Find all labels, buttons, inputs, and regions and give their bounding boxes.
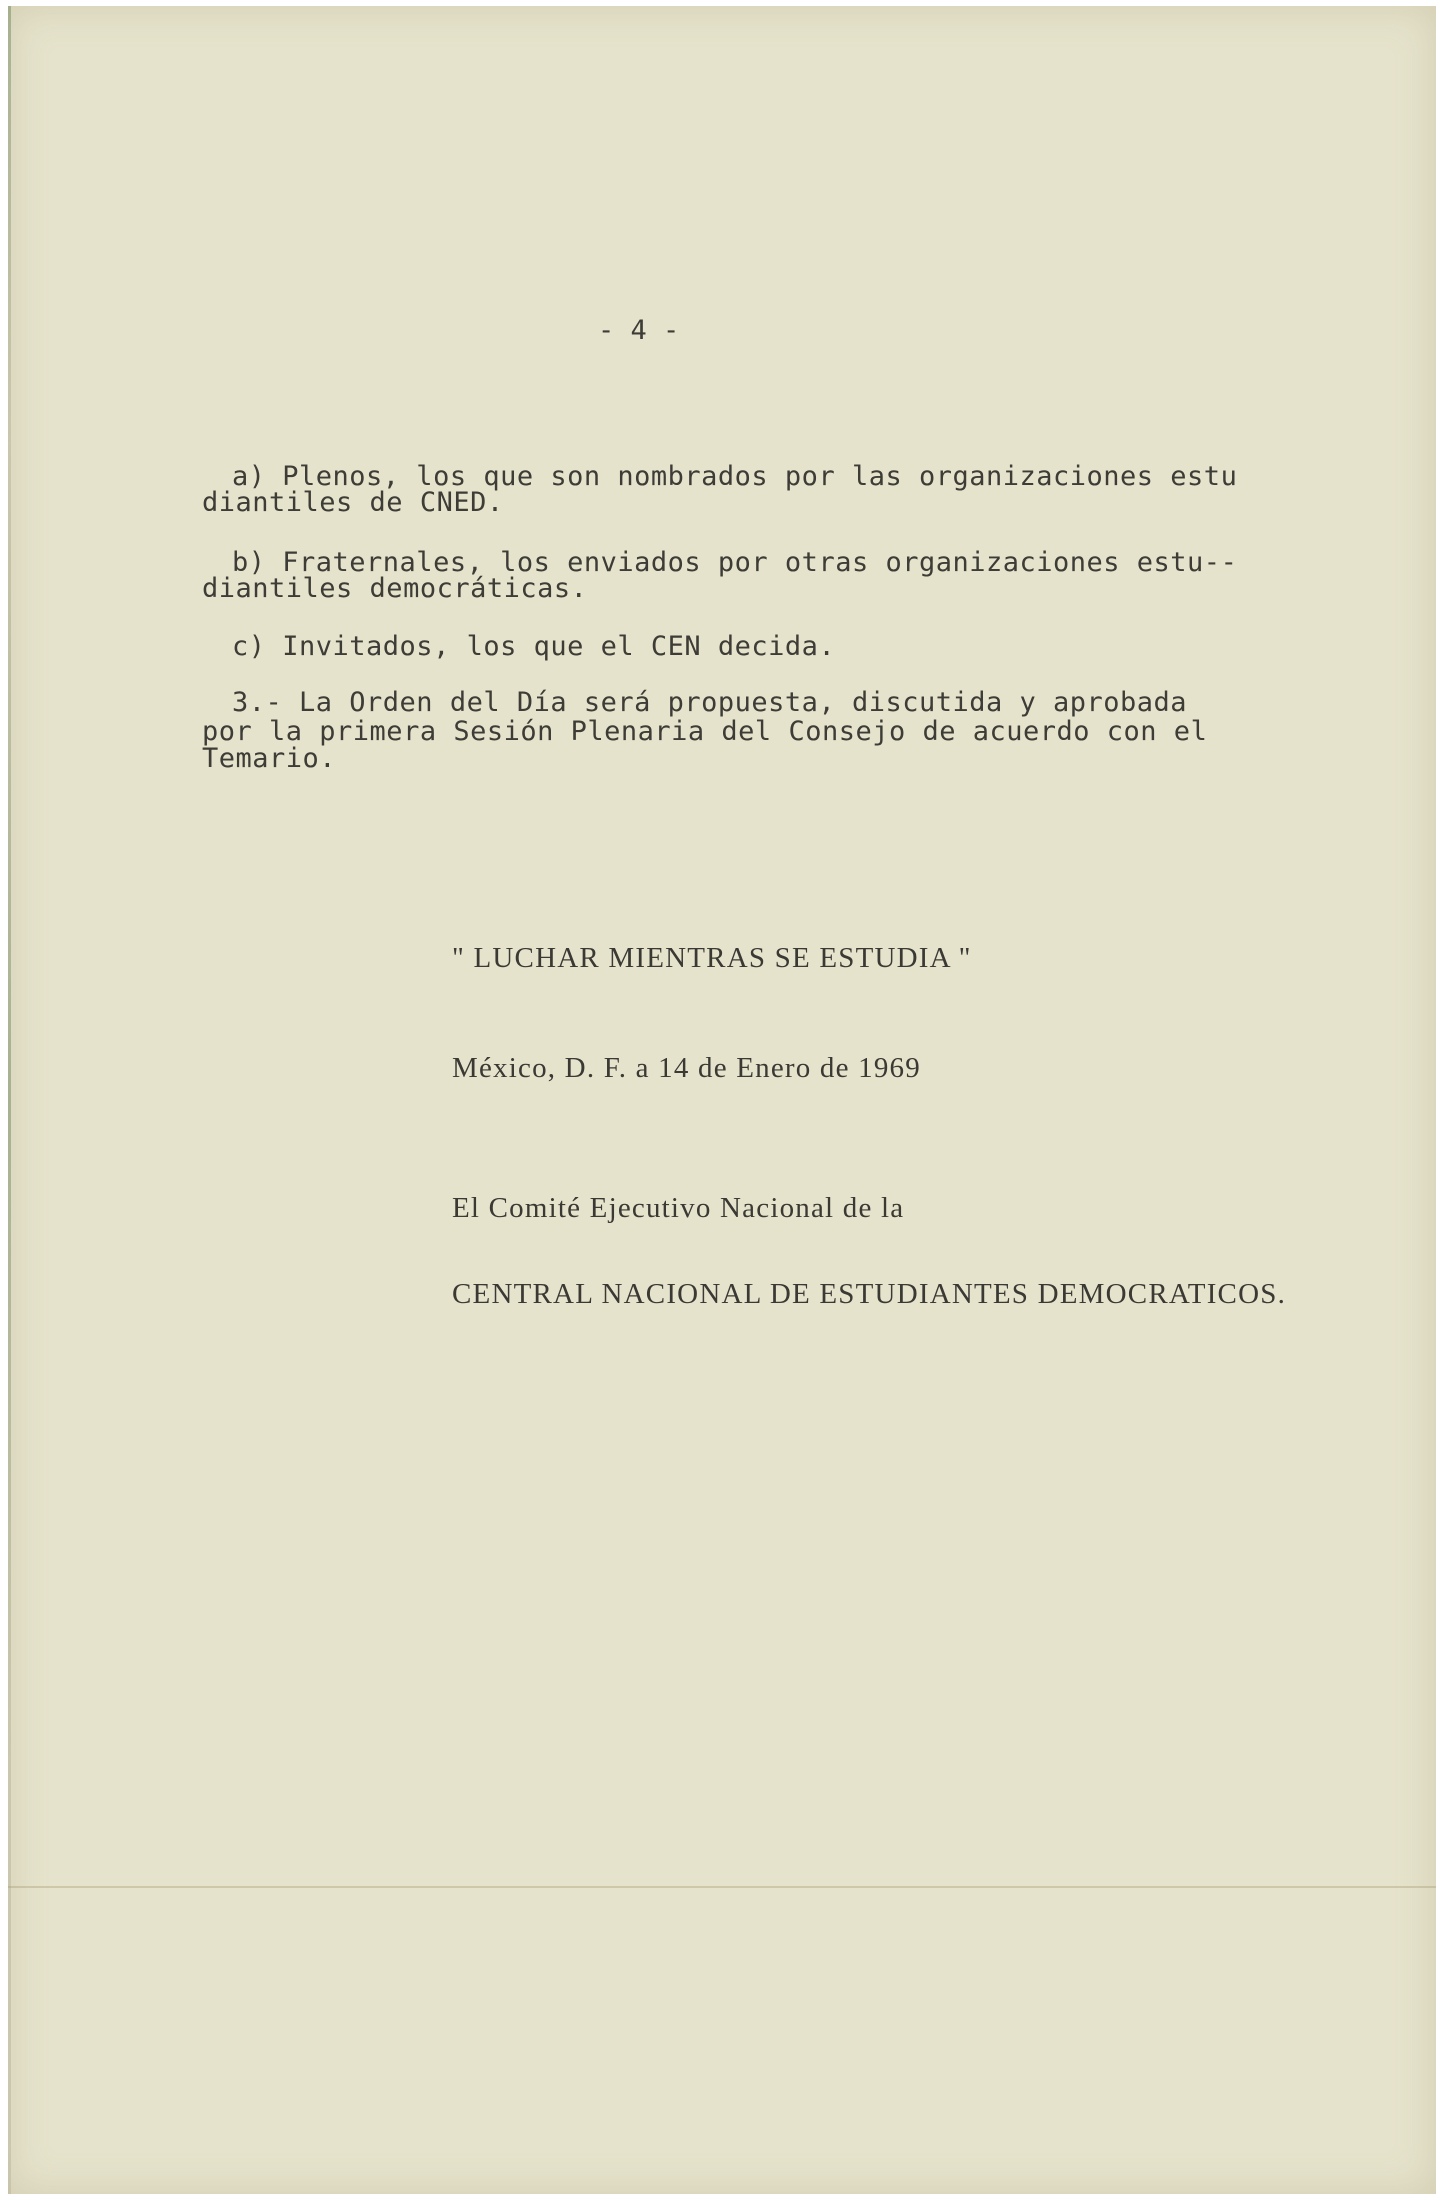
- item-a-line-1: a) Plenos, los que son nombrados por las organizaciones estu: [232, 461, 1238, 492]
- item-b-line-1: b) Fraternales, los enviados por otras organizaciones estu--: [232, 547, 1238, 578]
- item-b-line-2: diantiles democráticas.: [202, 573, 588, 604]
- document-page: [8, 6, 1436, 2194]
- signature-line-2: CENTRAL NACIONAL DE ESTUDIANTES DEMOCRATICOS.: [452, 1278, 1287, 1310]
- page-fold-line: [8, 1886, 1436, 1888]
- signature-line-1: El Comité Ejecutivo Nacional de la: [452, 1192, 905, 1224]
- article-3-line-2: por la primera Sesión Plenaria del Consejo de acuerdo con el: [202, 716, 1208, 747]
- place-and-date: México, D. F. a 14 de Enero de 1969: [452, 1052, 921, 1084]
- page-number: - 4 -: [598, 315, 680, 346]
- page-edge: [8, 6, 11, 2194]
- article-3-line-3: Temario.: [202, 743, 337, 774]
- article-3-line-1: 3.- La Orden del Día será propuesta, discutida y aprobada: [232, 687, 1188, 718]
- item-c-line-1: c) Invitados, los que el CEN decida.: [232, 631, 836, 662]
- item-a-line-2: diantiles de CNED.: [202, 487, 504, 518]
- slogan: " LUCHAR MIENTRAS SE ESTUDIA ": [452, 942, 972, 974]
